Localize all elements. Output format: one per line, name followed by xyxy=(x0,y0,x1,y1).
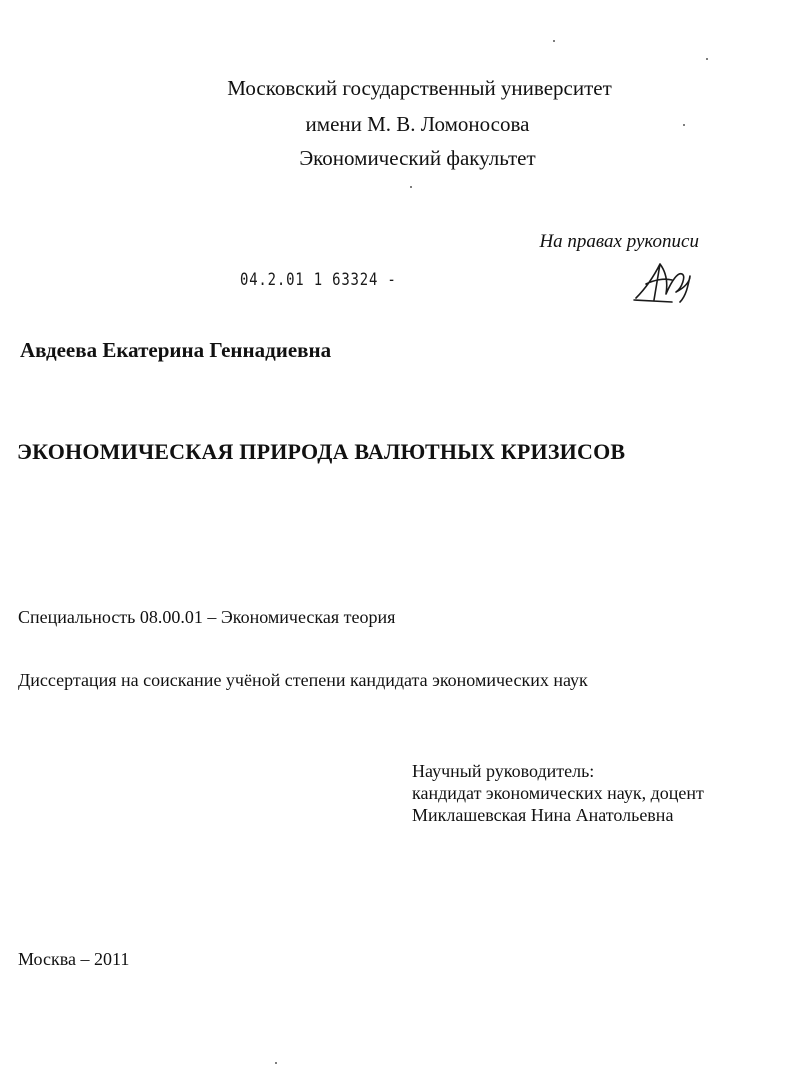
scan-speck xyxy=(683,124,685,126)
advisor-role: Научный руководитель: xyxy=(412,761,595,781)
scientific-advisor-block xyxy=(412,760,704,826)
university-named-after: имени М. В. Ломоносова xyxy=(305,112,530,136)
handwritten-signature-icon xyxy=(632,258,694,304)
university-name: Московский государственный университет xyxy=(227,76,612,100)
place-and-year: Москва – 2011 xyxy=(18,949,130,969)
scan-speck xyxy=(553,40,555,42)
dissertation-degree-line: Диссертация на соискание учёной степени кандидата экономических наук xyxy=(18,670,588,690)
manuscript-rights-note: На правах рукописи xyxy=(539,231,699,252)
scan-speck xyxy=(275,1062,277,1064)
specialty-line: Специальность 08.00.01 – Экономическая теория xyxy=(18,607,396,627)
advisor-degree: кандидат экономических наук, доцент xyxy=(412,783,704,803)
registration-stamp-number: 04.2.01 1 63324 - xyxy=(240,270,397,290)
advisor-name: Миклашевская Нина Анатольевна xyxy=(412,805,674,825)
faculty-name: Экономический факультет xyxy=(299,146,536,170)
scan-speck xyxy=(706,58,708,60)
author-name: Авдеева Екатерина Геннадиевна xyxy=(20,338,332,362)
dissertation-title: ЭКОНОМИЧЕСКАЯ ПРИРОДА ВАЛЮТНЫХ КРИЗИСОВ xyxy=(17,439,626,464)
scan-speck xyxy=(410,186,412,188)
